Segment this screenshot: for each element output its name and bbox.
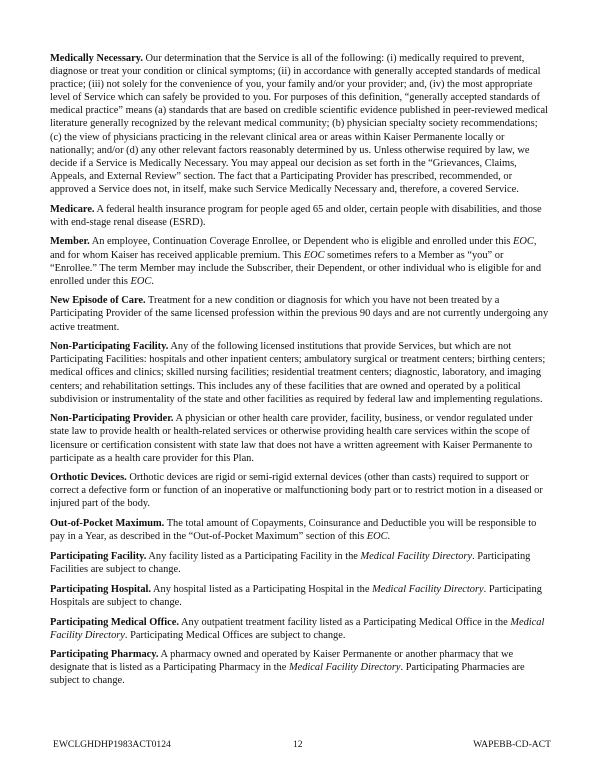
definition-term: Member. (50, 236, 90, 248)
definition-text: A physician or other health care provider, facility, business, or vendor regulated under state law to provide health or health-related services or otherwise providing health care services within the scope of licensure or certification consistent with state law that does not have a written agreement with Kaiser Permanente to participate as a health care provider for this Plan. (50, 413, 533, 464)
italic-reference: Medical Facility Directory (360, 550, 473, 562)
definition-text: A federal health insurance program for people aged 65 and older, certain people with disabilities, and those with end-stage renal disease (ESRD). (50, 203, 542, 228)
definition-text: Our determination that the Service is all of the following: (i) medically required to prevent, diagnose or treat your condition or clinical symptoms; (ii) in accordance with generally accepted standards of medical practice; (iii) not solely for the convenience of you, your family and/or your provider; and, (iv) the most appropriate level of Service which can safely be provided to you. For purposes of this definition, “generally accepted standards of medical practice” means (a) standards that are based on credible scientific evidence published in peer-reviewed medical literature generally recognized by the relevant medical community; (b) physician specialty society recommendations; (c) the view of physicians practicing in the relevant clinical area or areas within Kaiser Permanente locally or nationally; and/or (d) any other relevant factors reasonably determined by us. Unless otherwise required by law, we decide if a Service is Medically Necessary. You may appeal our decision as set forth in the “Grievances, Claims, Appeals, and External Review” section. The fact that a Participating Provider has prescribed, recommended, or approved a Service does not, in itself, make such Service Medically Necessary and, therefore, a covered Service. (50, 53, 549, 195)
definition-paragraph (50, 203, 551, 229)
definition-term: Out-of-Pocket Maximum. (50, 518, 165, 530)
definition-term: Participating Hospital. (50, 583, 152, 595)
italic-reference: EOC (366, 531, 388, 543)
definition-text: . Participating Medical Offices are subject to change. (124, 629, 346, 641)
definition-paragraph (50, 294, 551, 333)
definition-term: Orthotic Devices. (50, 472, 127, 484)
definition-paragraph (50, 648, 551, 687)
definition-paragraph (50, 52, 551, 196)
definition-text: Any hospital listed as a Participating Hospital in the (151, 583, 373, 595)
italic-reference: EOC (130, 275, 152, 287)
definition-text: sometimes refers to a Member as “you” or “Enrollee.” The term Member may include the Subscriber, their Dependent, or other individual who is eligible for and enrolled under this (50, 249, 542, 287)
definition-text: The total amount of Copayments, Coinsurance and Deductible you will be responsible to pay in a Year, as described in the “Out-of-Pocket Maximum” section of this (50, 518, 537, 543)
definition-text: A pharmacy owned and operated by Kaiser Permanente or another pharmacy that we designate that is listed as a Participating Pharmacy in the (50, 649, 514, 674)
definitions-list (50, 52, 551, 694)
italic-reference: EOC (513, 236, 534, 248)
definition-text: Any of the following licensed institutions that provide Services, but which are not Participating Facilities: hospitals and other inpatient centers; ambulatory surgical or treatment centers; birthing centers; medical offices and clinics; skilled nursing facilities; residential treatment centers; diagnostic, laboratory, and imaging centers; and rehabilitation settings. This includes any of these facilities that are owned and operated by a political subdivision or instrumentality of the state and other facilities as required by federal law and implementing regulations. (50, 341, 546, 405)
definition-term: Participating Pharmacy. (50, 649, 159, 661)
definition-text: . Participating Pharmacies are subject to change. (50, 662, 525, 687)
definition-text: Treatment for a new condition or diagnosis for which you have not been treated by a Participating Provider of the same licensed profession within the previous 90 days and are not currently undergoing any active treatment. (50, 295, 549, 333)
definition-text: Orthotic devices are rigid or semi-rigid external devices (other than casts) required to support or correct a defective form or function of an inoperative or malfunctioning body part or to restrict motion in a diseased or injured part of the body. (50, 472, 543, 510)
definition-text: Any outpatient treatment facility listed as a Participating Medical Office in the (178, 616, 511, 628)
definition-term: Non-Participating Provider. (50, 413, 174, 425)
definition-term: Participating Medical Office. (50, 616, 179, 628)
definition-text: Any facility listed as a Participating Facility in the (146, 550, 361, 562)
footer-form-code: WAPEBB-CD-ACT (473, 739, 551, 750)
definition-text: , and for whom Kaiser has received applicable premium. This (50, 236, 537, 261)
definition-paragraph (50, 235, 551, 287)
definition-text: . (387, 531, 391, 543)
definition-paragraph (50, 616, 551, 642)
italic-reference: Medical Facility Directory (288, 662, 401, 674)
definition-paragraph (50, 412, 551, 464)
definition-term: Medically Necessary. (50, 53, 143, 64)
italic-reference: EOC (303, 249, 325, 261)
footer-document-code: EWCLGHDHP1983ACT0124 (53, 739, 171, 750)
italic-reference: Medical Facility Directory (50, 616, 545, 641)
definition-paragraph (50, 517, 551, 543)
definition-paragraph (50, 583, 551, 609)
definition-term: New Episode of Care. (50, 295, 146, 307)
definition-paragraph (50, 340, 551, 405)
definition-term: Participating Facility. (50, 550, 147, 562)
definition-text: . Participating Facilities are subject to change. (50, 550, 531, 576)
page-number: 12 (293, 739, 303, 750)
definition-text: . (151, 275, 154, 287)
definition-term: Medicare. (50, 203, 95, 215)
italic-reference: Medical Facility Directory (372, 583, 484, 595)
definition-term: Non-Participating Facility. (50, 341, 169, 353)
definition-paragraph (50, 471, 551, 510)
page-footer (53, 739, 551, 750)
definition-paragraph (50, 550, 551, 576)
definition-text: . Participating Hospitals are subject to change. (50, 583, 542, 608)
definition-text: An employee, Continuation Coverage Enrollee, or Dependent who is eligible and enrolled under this (89, 236, 514, 248)
